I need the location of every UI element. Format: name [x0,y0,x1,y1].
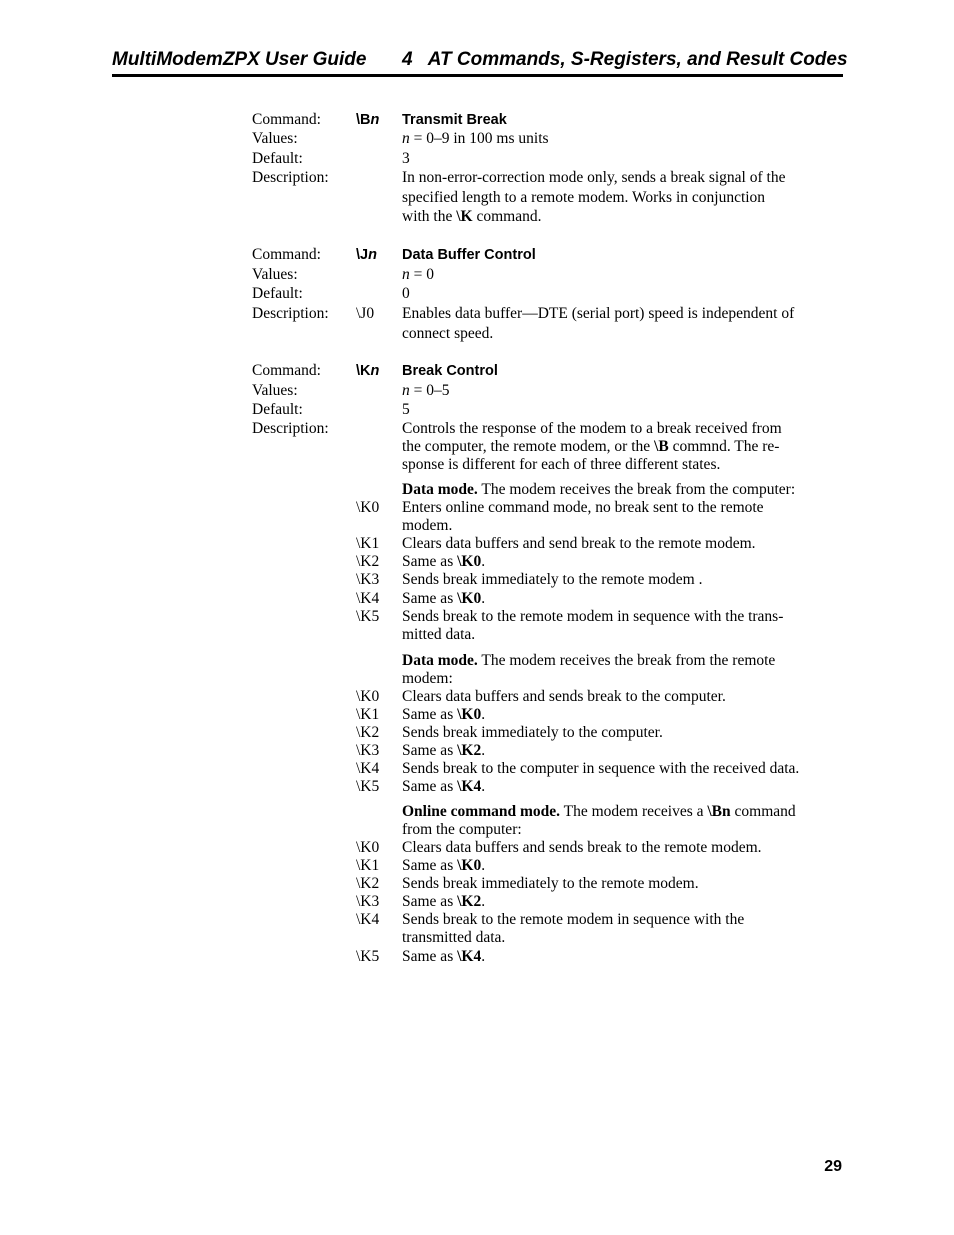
values-text [402,382,450,400]
option-text-part: . [481,590,486,607]
option-text-part: Same as [402,742,458,759]
command-reference: \B [654,438,669,455]
group-heading [402,803,796,821]
option-code: \K0 [356,839,380,856]
group-heading [402,652,775,670]
option-text: Enters online command mode, no break sent to the remote [402,499,764,516]
option-text [402,742,485,760]
group-heading-bold: Data mode. [402,481,478,498]
description-line: specified length to a remote modem. Works in conjunction [402,189,766,206]
option-text: Clears data buffers and sends break to the remote modem. [402,839,762,856]
values-var: n [402,266,410,283]
values-label: Values: [252,382,298,399]
guide-title: MultiModemZPX User Guide [112,49,367,70]
command-reference: \K0 [457,706,482,723]
option-text-part: . [481,553,486,570]
option-text-part: Same as [402,857,458,874]
option-text-part: . [481,893,486,910]
command-param: n [370,112,380,128]
description-line [402,438,779,456]
option-text-part: Same as [402,778,458,795]
group-heading-bold: Data mode. [402,652,478,669]
group-heading-text: The modem receives the break from the computer: [477,481,796,498]
command-reference: \K0 [457,553,482,570]
values-rest: = 0–9 in 100 ms units [409,130,549,147]
group-heading-text: modem: [402,670,453,687]
option-code: \K2 [356,553,380,570]
description-text: commnd. The re- [668,438,780,455]
values-label: Values: [252,130,298,147]
command-name [356,362,379,380]
option-text [402,778,485,796]
description-line: connect speed. [402,325,494,342]
command-reference: \Bn [707,803,731,820]
values-rest: = 0–5 [409,382,450,399]
group-heading-text: from the computer: [402,821,522,838]
chapter-title: 4 AT Commands, S-Registers, and Result Codes [402,49,848,70]
default-label: Default: [252,150,303,167]
values-var: n [402,130,410,147]
option-code: \K1 [356,857,380,874]
option-text [402,706,485,724]
description-line: Enables data buffer—DTE (serial port) speed is independent of [402,305,795,322]
description-text: the computer, the remote modem, or the [402,438,655,455]
group-heading-bold: Online command mode. [402,803,561,820]
option-code: \K3 [356,893,380,910]
values-rest: = 0 [409,266,434,283]
default-value: 3 [402,150,410,167]
command-label: Command: [252,111,321,128]
option-text-part: Same as [402,948,458,965]
command-reference: \K0 [457,590,482,607]
option-text: Sends break immediately to the remote modem. [402,875,699,892]
option-text [402,857,485,875]
option-text [402,590,485,608]
command-reference: \K [456,208,473,225]
command-title: Data Buffer Control [402,247,536,263]
command-reference: \K4 [457,778,482,795]
option-text-part: . [481,706,486,723]
header-rule [112,74,843,77]
option-text: Sends break immediately to the computer. [402,724,663,741]
option-code: \K4 [356,760,380,777]
option-text-part: Same as [402,553,458,570]
option-text: Clears data buffers and send break to the remote modem. [402,535,756,552]
option-text-part: . [481,742,486,759]
option-code: \K1 [356,706,380,723]
description-line [402,208,542,226]
command-reference: \K0 [457,857,482,874]
option-text: transmitted data. [402,929,506,946]
description-line: In non-error-correction mode only, sends a break signal of the [402,169,786,186]
group-heading-text: command [730,803,796,820]
command-param: n [368,247,377,263]
description-label: Description: [252,169,329,186]
option-text-part: . [481,857,486,874]
option-text-part: Same as [402,706,458,723]
description-text: command. [472,208,542,225]
command-prefix: \B [356,112,371,128]
option-code: \K1 [356,535,380,552]
command-reference: \K2 [457,742,482,759]
values-text [402,130,549,148]
values-label: Values: [252,266,298,283]
values-var: n [402,382,410,399]
option-text: Clears data buffers and sends break to the computer. [402,688,726,705]
option-code: \J0 [356,305,375,322]
command-label: Command: [252,362,321,379]
option-code: \K4 [356,590,380,607]
default-label: Default: [252,401,303,418]
command-name [356,111,379,129]
option-text: Sends break to the remote modem in sequence with the [402,911,745,928]
option-code: \K4 [356,911,380,928]
command-param: n [370,363,380,379]
option-text [402,948,485,966]
option-code: \K2 [356,875,380,892]
group-heading [402,481,795,499]
default-value: 5 [402,401,410,418]
option-text [402,553,485,571]
description-label: Description: [252,420,329,437]
option-code: \K5 [356,608,380,625]
description-text: with the [402,208,457,225]
description-label: Description: [252,305,329,322]
description-line: sponse is different for each of three different states. [402,456,721,473]
command-prefix: \K [356,363,371,379]
option-text-part: Same as [402,590,458,607]
command-prefix: \J [356,247,369,263]
command-title: Transmit Break [402,112,507,128]
option-text-part: . [481,778,486,795]
command-label: Command: [252,246,321,263]
option-text [402,893,485,911]
option-code: \K5 [356,778,380,795]
option-code: \K3 [356,742,380,759]
command-title: Break Control [402,363,498,379]
description-line: Controls the response of the modem to a break received from [402,420,782,437]
option-text-part: . [481,948,486,965]
default-value: 0 [402,285,410,302]
command-reference: \K4 [457,948,482,965]
option-code: \K5 [356,948,380,965]
command-name [356,246,377,264]
option-text: Sends break to the remote modem in sequence with the trans- [402,608,784,625]
option-text: mitted data. [402,626,476,643]
option-code: \K3 [356,571,380,588]
option-text: Sends break to the computer in sequence with the received data. [402,760,800,777]
option-code: \K0 [356,499,380,516]
option-code: \K2 [356,724,380,741]
option-text: Sends break immediately to the remote modem . [402,571,703,588]
values-text [402,266,434,284]
command-reference: \K2 [457,893,482,910]
page-number: 29 [824,1158,842,1175]
option-text-part: Same as [402,893,458,910]
default-label: Default: [252,285,303,302]
option-text: modem. [402,517,453,534]
group-heading-text: The modem receives the break from the remote [477,652,776,669]
page-header [112,49,848,73]
option-code: \K0 [356,688,380,705]
group-heading-text: The modem receives a [560,803,708,820]
